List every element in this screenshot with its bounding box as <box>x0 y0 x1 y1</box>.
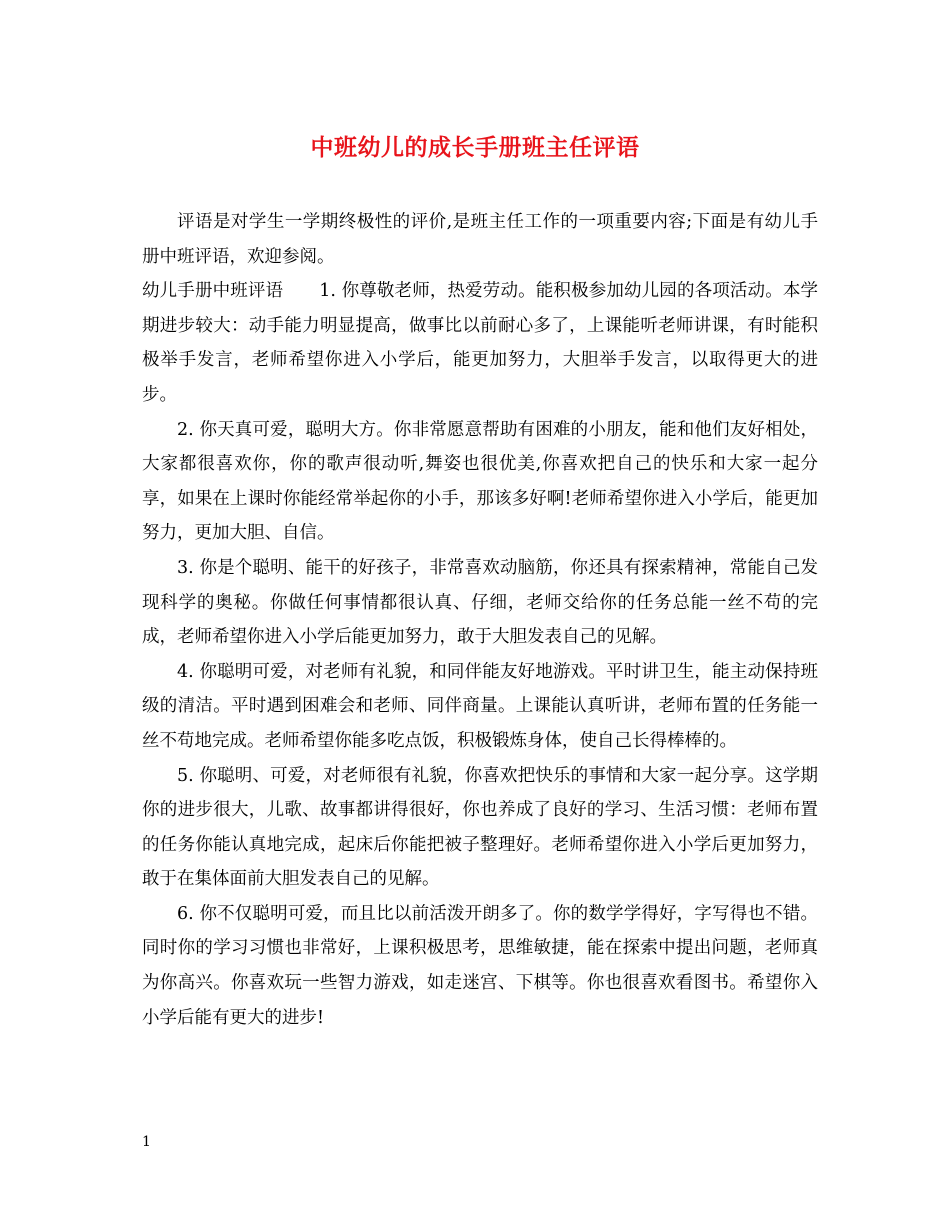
comment-paragraph-6: 6. 你不仅聪明可爱，而且比以前活泼开朗多了。你的数学学得好，字写得也不错。同时你的学习习惯也非常好，上课积极思考，思维敏捷，能在探索中提出问题，老师真为你高兴。你喜欢玩一些智力游戏，如走迷宫、下棋等。你也很喜欢看图书。希望你入小学后能有更大的进步! <box>142 903 818 1028</box>
section-label: 幼儿手册中班评语 <box>142 281 284 302</box>
page-number: 1 <box>142 1134 151 1150</box>
document-body <box>142 205 818 1035</box>
comment-paragraph-1 <box>142 274 818 412</box>
comment-paragraph-3: 3. 你是个聪明、能干的好孩子，非常喜欢动脑筋，你还具有探索精神，常能自己发现科学的奥秘。你做任何事情都很认真、仔细，老师交给你的任务总能一丝不苟的完成，老师希望你进入小学后能更加努力，敢于大胆发表自己的见解。 <box>142 557 818 648</box>
comment-paragraph-2: 2. 你天真可爱，聪明大方。你非常愿意帮助有困难的小朋友，能和他们友好相处，大家都很喜欢你，你的歌声很动听,舞姿也很优美,你喜欢把自己的快乐和大家一起分享，如果在上课时你能经常举起你的小手，那该多好啊!老师希望你进入小学后，能更加努力，更加大胆、自信。 <box>142 419 818 544</box>
comment-paragraph-5: 5. 你聪明、可爱，对老师很有礼貌，你喜欢把快乐的事情和大家一起分享。这学期你的进步很大，儿歌、故事都讲得很好，你也养成了良好的学习、生活习惯：老师布置的任务你能认真地完成，起床后你能把被子整理好。老师希望你进入小学后更加努力，敢于在集体面前大胆发表自己的见解。 <box>142 765 818 890</box>
comment-text-1: 1. 你尊敬老师，热爱劳动。能积极参加幼儿园的各项活动。本学期进步较大：动手能力明显提高，做事比以前耐心多了，上课能听老师讲课，有时能积极举手发言，老师希望你进入小学后，能更加努力，大胆举手发言，以取得更大的进步。 <box>142 281 818 405</box>
intro-paragraph: 评语是对学生一学期终极性的评价,是班主任工作的一项重要内容;下面是有幼儿手册中班评语，欢迎参阅。 <box>142 212 818 267</box>
comment-paragraph-4: 4. 你聪明可爱，对老师有礼貌，和同伴能友好地游戏。平时讲卫生，能主动保持班级的清洁。平时遇到困难会和老师、同伴商量。上课能认真听讲，老师布置的任务能一丝不苟地完成。老师希望你能多吃点饭，积极锻炼身体，使自己长得棒棒的。 <box>142 661 818 751</box>
document-title: 中班幼儿的成长手册班主任评语 <box>310 134 640 161</box>
